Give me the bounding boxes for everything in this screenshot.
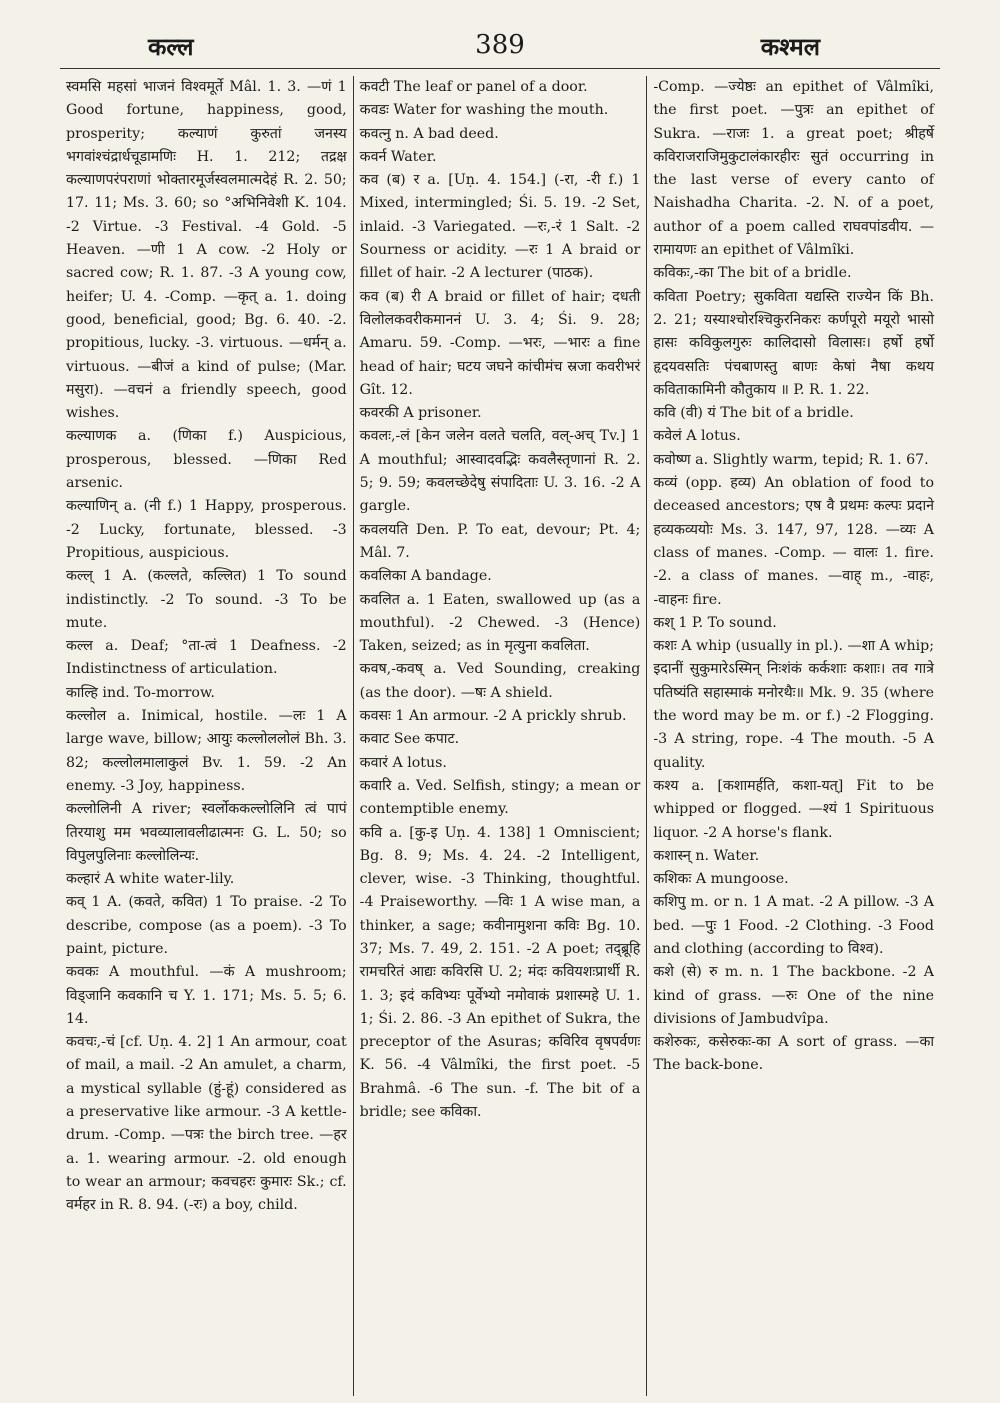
entry-text: कल्याणिन् a. (नी f.) 1 Happy, prosperous. -2 Lucky, fortunate, blessed. -3 Propitious, auspicious. [66, 498, 347, 561]
entry-text: कविकः,-का The bit of a bridle. [653, 265, 852, 282]
entry-text: कशास्न् n. Water. [653, 847, 760, 864]
entry-text: -Comp. —ज्येष्ठः an epithet of Vâlmîki, the first poet. —पुत्रः an epithet of Sukra. —राजः 1. a great poet; श्रीहर्षे कविराजराजिमुकुटालंकारहीरः सुतं occurring in the last verse of every canto of Naishadha Charita. -2. N. of a poet, author of a poem called राघवपांडवीय. —रामायणः an epithet of Vâlmîki. [653, 79, 935, 259]
entry-text: कवलः,-लं [केन जलेन वलते चलति, वल्-अच् Tv.] 1 A mouthful; आस्वादवद्भिः कवलैस्तृणानां R. 2. 5; 9. 59; कवलच्छेदेषु संपादिताः U. 3. 16. -2 A gargle. [359, 428, 641, 515]
right-running-headword: कश्मल [760, 32, 820, 61]
entry-text: कवलयति Den. P. To eat, devour; Pt. 4; Mâl. 7. [359, 521, 641, 561]
entry-text: कवारं A lotus. [359, 754, 447, 771]
entry-text: कवसः 1 An armour. -2 A prickly shrub. [359, 708, 627, 725]
entry-text: कवटी The leaf or panel of a door. [359, 79, 588, 95]
page-number: 389 [475, 30, 525, 60]
entry-text: कव (ब) र a. [Uṇ. 4. 154.] (-रा, -री f.) 1 Mixed, intermingled; Śi. 5. 19. -2 Set, inlaid. -3 Variegated. —रः,-रं 1 Salt. -2 Sourness or acidity. —रः 1 A braid or fillet of hair. -2 A lecturer (पाठक). [359, 172, 641, 282]
left-running-headword: कल्ल [148, 32, 194, 61]
entry-text: कवष,-कवष् a. Ved Sounding, creaking (as the door). —षः A shield. [359, 661, 641, 701]
entry-text: कव् 1 A. (कवते, कवित) 1 To praise. -2 To describe, compose (as a poem). -3 To paint, picture. [66, 894, 347, 957]
column-1 [60, 76, 353, 1396]
entry-text: कविता Poetry; सुकविता यद्यस्ति राज्येन किं Bh. 2. 21; यस्याश्चोरश्चिकुरनिकरः कर्णपूरो मयूरो भासो हासः कविकुलगुरुः कालिदासो विलासः। हर्षो हर्षो हृदयवसतिः पंचबाणस्तु बाणः केषां नैषा कथय कविताकामिनी कौतुकाय ॥ P. R. 1. 22. [653, 288, 935, 398]
columns [60, 76, 940, 1396]
entry-text: कल्ल a. Deaf; °ता-त्वं 1 Deafness. -2 Indistinctness of articulation. [66, 638, 347, 678]
entry-text: कवरकी A prisoner. [359, 405, 482, 422]
entry-text: कशिपु m. or n. 1 A mat. -2 A pillow. -3 A bed. —पुः 1 Food. -2 Clothing. -3 Food and clothing (according to विश्व). [653, 894, 935, 957]
entry-text: कव (ब) री A braid or fillet of hair; दधती विलोलकवरीकमाननं U. 3. 4; Śi. 9. 28; Amaru. 59. -Comp. —भरः, —भारः a fine head of hair; घटय जघने कांचीमंच स्रजा कवरीभरं Gît. 12. [359, 288, 641, 398]
entry-text: कश् 1 P. To sound. [653, 614, 777, 631]
entry-text: कवलिका A bandage. [359, 568, 492, 585]
entry-text: कवि (वी) यं The bit of a bridle. [653, 405, 854, 422]
entry-text: कवेलं A lotus. [653, 428, 741, 445]
page-header [60, 24, 940, 68]
entry-text: कवर्न Water. [359, 148, 437, 165]
entry-text: कशेरुकः, कसेरुकः-का A sort of grass. —का The back-bone. [653, 1034, 935, 1074]
entry-text: कवकः A mouthful. —कं A mushroom; विड्जानि कवकानि च Y. 1. 171; Ms. 5. 5; 6. 14. [66, 964, 347, 1027]
entry-text: कशः A whip (usually in pl.). —शा A whip; इदानीं सुकुमारेऽस्मिन् निःशंकं कर्कशाः कशाः। तव गात्रे पतिष्यंति सहास्माकं मनोरथैः॥ Mk. 9. 35 (where the word may be m. or f.) -2 Flogging. -3 A string, rope. -4 The mouth. -5 A quality. [653, 638, 935, 771]
entry-text: कव्यं (opp. हव्य) An oblation of food to deceased ancestors; एष वै प्रथमः कल्पः प्रदाने हव्यकव्ययोः Ms. 3. 147, 97, 128. —व्यः A class of manes. -Comp. — वालः 1. fire. -2. a class of manes. —वाह् m., -वाहः, -वाहनः fire. [653, 475, 935, 608]
entry-text: कवडः Water for washing the mouth. [359, 102, 609, 119]
entry-text: कवारि a. Ved. Selfish, stingy; a mean or contemptible enemy. [359, 777, 641, 818]
entry-text: कवलित a. 1 Eaten, swallowed up (as a mouthful). -2 Chewed. -3 (Hence) Taken, seized; as in मृत्युना कवलिता. [359, 591, 641, 655]
entry-text: कवत्नु n. A bad deed. [359, 125, 499, 142]
column-3 [646, 76, 940, 1396]
header-rule [60, 68, 940, 69]
entry-text: कशे (से) रु m. n. 1 The backbone. -2 A kind of grass. —रुः One of the nine divisions of Jambudvîpa. [653, 964, 935, 1027]
entry-text: कश्य a. [कशामर्हति, कशा-यत्] Fit to be whipped or flogged. —श्यं 1 Spirituous liquor. -2 A horse's flank. [653, 777, 935, 841]
column-2 [353, 76, 647, 1396]
entry-text: कवि a. [कु-इ Uṇ. 4. 138] 1 Omniscient; Bg. 8. 9; Ms. 4. 24. -2 Intelligent, clever, wise. -3 Thinking, thoughtful. -4 Praiseworthy. —विः 1 A wise man, a thinker, a sage; कवीनामुशना कविः Bg. 10. 37; Ms. 7. 49, 2. 151. -2 A poet; तद्ब्रूहि रामचरितं आद्यः कविरसि U. 2; मंदः कवियशःप्रार्थी R. 1. 3; इदं कविभ्यः पूर्वेभ्यो नमोवाकं प्रशास्महे U. 1. 1; Śi. 2. 86. -3 An epithet of Sukra, the preceptor of the Asuras; कविरिव वृषपर्वणः K. 56. -4 Vâlmîki, the first poet. -5 Brahmâ. -6 The sun. -f. The bit of a bridle; see कविका. [359, 824, 641, 1121]
entry-text: स्वमसि महसां भाजनं विश्वमूर्ते Mâl. 1. 3. —णं 1 Good fortune, happiness, good, prosperity; कल्याणं कुरुतां जनस्य भगवांश्चंद्रार्धचूडामणिः H. 1. 212; तद्रक्ष कल्याणपरंपराणां भोक्तारमूर्जस्वलमात्मदेहं R. 2. 50; 17. 11; Ms. 3. 60; so °अभिनिवेशी K. 104. -2 Virtue. -3 Festival. -4 Gold. -5 Heaven. —णी 1 A cow. -2 Holy or sacred cow; R. 1. 87. -3 A young cow, heifer; U. 4. -Comp. —कृत् a. 1. doing good, beneficial, good; Bg. 6. 40. -2. propitious, lucky. -3. virtuous. —धर्मन् a. virtuous. —बीजं a kind of pulse; (Mar. मसुरा). —वचनं a friendly speech, good wishes. [66, 79, 347, 422]
entry-text: कवाट See कपाट. [359, 731, 460, 748]
entry-text: कवोष्ण a. Slightly warm, tepid; R. 1. 67. [653, 451, 929, 468]
entry-text: कशिकः A mungoose. [653, 871, 789, 888]
entry-text: कल्लोल a. Inimical, hostile. —लः 1 A large wave, billow; आयुः कल्लोललोलं Bh. 3. 82; कल्लोलमालाकुलं Bv. 1. 59. -2 An enemy. -3 Joy, happiness. [66, 708, 347, 794]
entry-text: कल्याणक a. (णिका f.) Auspicious, prosperous, blessed. —णिका Red arsenic. [66, 428, 347, 492]
entry-text: कल्हारं A white water-lily. [66, 871, 235, 888]
entry-text: काल्हि ind. To-morrow. [66, 684, 215, 701]
entry-text: कल्ल् 1 A. (कल्लते, कल्लित) 1 To sound indistinctly. -2 To sound. -3 To be mute. [66, 568, 347, 631]
entry-text: कल्लोलिनी A river; स्वर्लोककल्लोलिनि त्वं पापं तिरयाशु मम भवव्यालावलीढात्मनः G. L. 50; so विपुलपुलिनाः कल्लोलिन्यः. [66, 801, 347, 864]
entry-text: कवचः,-चं [cf. Uṇ. 4. 2] 1 An armour, coat of mail, a mail. -2 An amulet, a charm, a mystical syllable (हुं-हूं) considered as a preservative like armour. -3 A kettle-drum. -Comp. —पत्रः the birch tree. —हर a. 1. wearing armour. -2. old enough to wear an armour; कवचहरः कुमारः Sk.; cf. वर्महर in R. 8. 94. (-रः) a boy, child. [66, 1034, 347, 1214]
